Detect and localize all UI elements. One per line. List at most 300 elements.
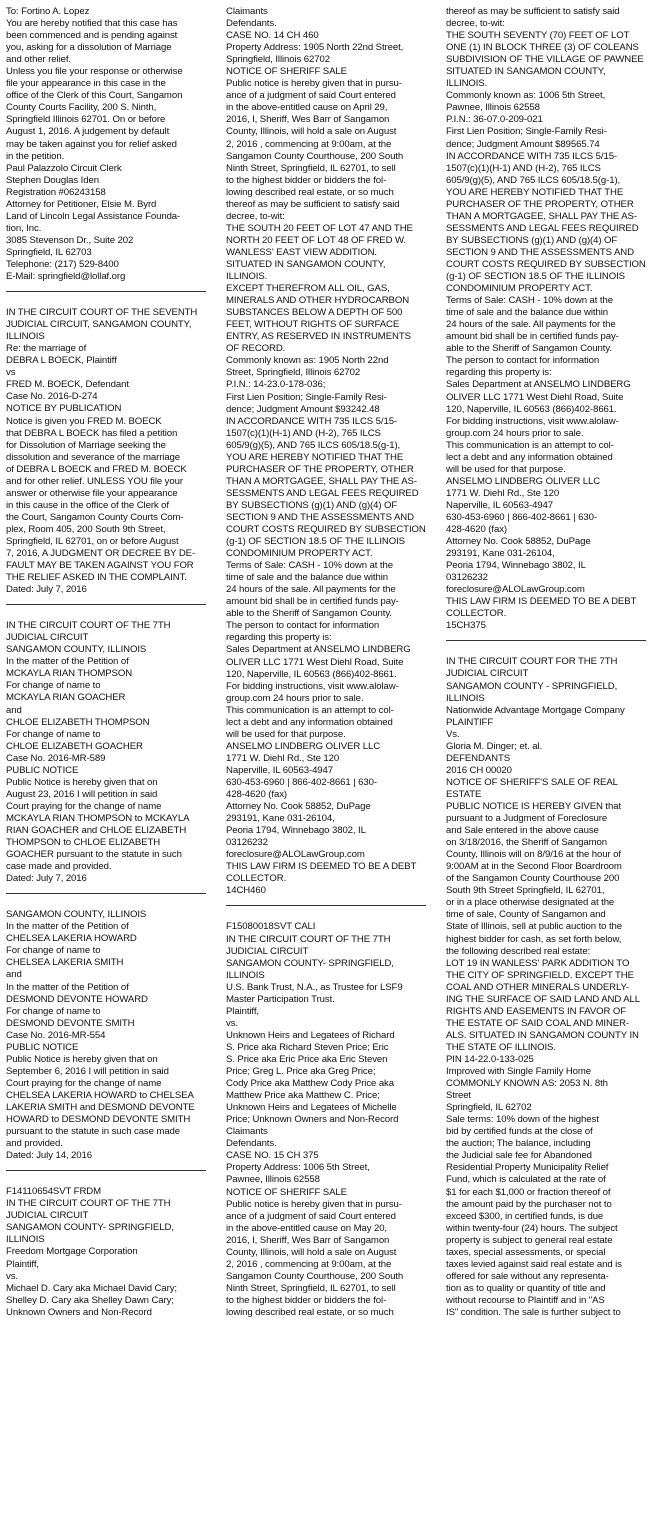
notice-line: 3085 Stevenson Dr., Suite 202 <box>6 234 134 246</box>
notice-line: South 9th Street Springfield, IL 62701, <box>446 885 605 897</box>
notice-line: CHELSEA LAKERIA HOWARD to CHELSEA <box>6 1089 194 1101</box>
notice-line: SANGAMON COUNTY, ILLINOIS <box>6 909 147 921</box>
notice-line: Unless you file your response or otherwise <box>6 66 183 78</box>
notice-line: lect a debt and any information obtained <box>226 716 393 728</box>
notice-line: Sale terms: 10% down of the highest <box>446 1114 599 1126</box>
notice-line: IS" condition. The sale is further subject to <box>446 1306 621 1318</box>
notice-line: the amount paid by the purchaser not to <box>446 1198 612 1210</box>
notice-line: DESMOND DEVONTE HOWARD <box>6 993 148 1005</box>
notice-line: of the Sangamon County Courthouse 200 <box>446 873 620 885</box>
notice-line: 605/9(g)(5), AND 765 ILCS 605/18.5(g-1), <box>446 174 621 186</box>
notice-line: amount bid shall be in certified funds pay- <box>226 596 399 608</box>
notice-line: that DEBRA L BOECK has filed a petition <box>6 427 178 439</box>
notice-line: COMMONLY KNOWN AS: 2053 N. 8th <box>446 1078 608 1090</box>
notice-line: Public Notice is hereby given that on <box>6 776 158 788</box>
notice-line: LOT 19 IN WANLESS' PARK ADDITION TO <box>446 957 630 969</box>
notice-line: plex, Room 405, 200 South 9th Street, <box>6 523 166 535</box>
notice-line: Claimants <box>226 1126 268 1138</box>
notice-line: Residential Property Municipality Relief <box>446 1162 609 1174</box>
notice-line: HOWARD to DESMOND DEVONTE SMITH <box>6 1114 191 1126</box>
notice-line: 428-4620 (fax) <box>446 524 507 536</box>
notice-line: case made and provided. <box>6 861 112 873</box>
notice-line: S. Price aka Eric Price aka Eric Steven <box>226 1053 388 1065</box>
notice-line: Master Participation Trust. <box>226 993 335 1005</box>
notice-line: ING THE SURFACE OF SAID LAND AND ALL <box>446 993 641 1005</box>
notice-line: thereof as may be sufficient to satisfy said <box>446 6 620 17</box>
notice-line: Commonly known as: 1905 North 22nd <box>226 355 389 367</box>
notice-divider <box>6 291 206 292</box>
notice-line: Nationwide Advantage Mortgage Company <box>446 704 625 716</box>
notice-line: ILLINOIS. <box>446 78 488 90</box>
notice-line: office of the Clerk of this Court, Sangamon <box>6 90 183 102</box>
notice-line: Improved with Single Family Home <box>446 1066 592 1078</box>
notice-line: Plaintiff, <box>226 1005 259 1017</box>
notice-line: Pawnee, Illinois 62558 <box>446 102 540 114</box>
notice-line: F15080018SVT CALI <box>226 921 316 933</box>
notice-line: PUBLIC NOTICE <box>6 764 79 776</box>
notice-line: Telephone: (217) 529-8400 <box>6 258 119 270</box>
notice-line: to the highest bidder or bidders the fol- <box>226 174 387 186</box>
notice-line: COLLECTOR. <box>226 873 287 885</box>
notice-line: 2016, I, Sheriff, Wes Barr of Sangamon <box>226 1234 390 1246</box>
notice-line: Vs. <box>446 728 460 740</box>
notice-line: Dated: July 14, 2016 <box>6 1150 93 1162</box>
notice-line: THAN A MORTGAGEE, SHALL PAY THE AS- <box>446 210 637 222</box>
notice-line: Michael D. Cary aka Michael David Cary; <box>6 1282 177 1294</box>
notice-line: and Sale entered in the above cause <box>446 825 599 837</box>
notice-line: Sangamon County Courthouse, 200 South <box>226 1270 404 1282</box>
notice-line: the following described real estate: <box>446 945 591 957</box>
notice-line: For change of name to <box>6 1005 101 1017</box>
notice-line: SESSMENTS AND LEGAL FEES REQUIRED <box>226 487 419 499</box>
notice-line: able to the Sheriff of Sangamon County. <box>446 343 612 355</box>
notice-divider <box>6 893 206 894</box>
notice-line: file your appearance in this case in the <box>6 78 166 90</box>
notice-line: RIGHTS AND EASEMENTS IN FAVOR OF <box>446 1005 626 1017</box>
notice-line: thereof as may be sufficient to satisfy said <box>226 198 400 210</box>
notice-line: RIAN GOACHER and CHLOE ELIZABETH <box>6 825 187 836</box>
notice-line: COURT COSTS REQUIRED BY SUBSECTION <box>446 258 646 270</box>
legal-notice <box>446 656 646 1319</box>
notice-line: SANGAMON COUNTY, ILLINOIS <box>6 644 147 656</box>
notice-line: ILLINOIS <box>6 331 45 343</box>
notice-line: NOTICE OF SHERIFF SALE <box>226 1186 347 1198</box>
notice-line: vs <box>6 367 16 379</box>
notice-line: 03126232 <box>446 572 488 584</box>
notice-line: Freedom Mortgage Corporation <box>6 1246 138 1258</box>
notice-line: OF RECORD. <box>226 343 286 355</box>
notice-line: to the highest bidder or bidders the fol- <box>226 1294 387 1306</box>
notice-line: and other relief. <box>6 54 71 66</box>
notice-line: Unknown Owners and Non-Record <box>6 1306 152 1318</box>
notice-line: ALS. SITUATED IN SANGAMON COUNTY IN <box>446 1029 639 1041</box>
notice-line: JUDICIAL CIRCUIT <box>6 1210 89 1222</box>
notice-line: WANLESS' EAST VIEW ADDITION. <box>226 246 377 258</box>
notice-line: regarding this property is: <box>226 632 332 644</box>
notice-line: FRED M. BOECK, Defendant <box>6 379 129 391</box>
notice-divider <box>6 604 206 605</box>
notice-line: Naperville, IL 60563-4947 <box>446 499 554 511</box>
notice-line: SANGAMON COUNTY - SPRINGFIELD, <box>446 680 618 692</box>
notice-line: THAN A MORTGAGEE, SHALL PAY THE AS- <box>226 475 417 487</box>
notice-line: in the above-entitled cause on April 29, <box>226 102 388 114</box>
notice-line: Peoria 1794, Winnebago 3802, IL <box>226 825 366 837</box>
notice-line: for Dissolution of Marriage seeking the <box>6 439 166 451</box>
notice-line: 24 hours of the sale. All payments for the <box>226 584 396 596</box>
notice-line: ESTATE <box>446 788 482 800</box>
notice-line: COLLECTOR. <box>446 608 507 620</box>
notice-line: 7, 2016, A JUDGMENT OR DECREE BY DE- <box>6 548 196 560</box>
notice-line: will be used for that purpose. <box>446 463 566 475</box>
notice-line: 120, Naperville, IL 60563 (866)402-8661. <box>446 403 617 415</box>
notice-line: you, asking for a dissolution of Marriage <box>6 42 172 54</box>
column-1 <box>6 6 206 1319</box>
notice-line: This communication is an attempt to col- <box>446 439 614 451</box>
notice-line: THE SOUTH SEVENTY (70) FEET OF LOT <box>446 30 630 42</box>
notice-divider <box>6 1170 206 1171</box>
notice-line: JUDICIAL CIRCUIT <box>6 632 89 644</box>
notice-divider <box>446 640 646 641</box>
notice-line: $1 for each $1,000 or fraction thereof of <box>446 1186 611 1198</box>
notice-line: NOTICE OF SHERIFF SALE <box>226 66 347 78</box>
notice-line: 14CH460 <box>226 885 266 897</box>
notice-line: Case No. 2016-D-274 <box>6 391 98 403</box>
notice-line: Attorney No. Cook 58852, DuPage <box>226 801 371 813</box>
notice-line: NOTICE BY PUBLICATION <box>6 403 122 415</box>
notice-line: BY SUBSECTIONS (g)(1) AND (g)(4) OF <box>446 234 618 246</box>
notice-line: SECTION 9 AND THE ASSESSMENTS AND <box>446 246 634 258</box>
notice-line: IN THE CIRCUIT COURT OF THE 7TH <box>6 1198 171 1210</box>
notice-line: Sangamon County Courthouse, 200 South <box>226 150 404 162</box>
notice-line: ENTRY, AS RESERVED IN INSTRUMENTS <box>226 331 411 343</box>
notice-line: and <box>6 704 22 716</box>
notice-line: Notice is given you FRED M. BOECK <box>6 415 162 427</box>
notice-line: Pawnee, Illinois 62558 <box>226 1174 320 1186</box>
notice-line: in the above-entitled cause on May 20, <box>226 1222 387 1234</box>
notice-line: Case No. 2016-MR-554 <box>6 1029 106 1041</box>
notice-line: In the matter of the Petition of <box>6 981 129 993</box>
notice-line: SITUATED IN SANGAMON COUNTY, <box>446 66 606 78</box>
notice-line: PUBLIC NOTICE <box>6 1041 79 1053</box>
notice-line: Stephen Douglas Iden <box>6 174 99 186</box>
notice-line: To: Fortino A. Lopez <box>6 6 90 17</box>
notice-line: CASE NO. 14 CH 460 <box>226 30 319 42</box>
notice-line: 293191, Kane 031-26104, <box>446 548 555 560</box>
notice-line: 120, Naperville, IL 60563 (866)402-8661. <box>226 668 397 680</box>
notice-line: 605/9(g)(5), AND 765 ILCS 605/18.5(g-1), <box>226 439 401 451</box>
legal-notice <box>446 6 646 632</box>
notice-line: SANGAMON COUNTY- SPRINGFIELD, <box>226 957 394 969</box>
notice-line: THE RELIEF ASKED IN THE COMPLAINT. <box>6 572 187 584</box>
notice-line: THE STATE OF ILLINOIS. <box>446 1041 556 1053</box>
notice-line: IN THE CIRCUIT COURT FOR THE 7TH <box>446 656 618 668</box>
notice-line: Springfield, Illinois 62702 <box>226 54 330 66</box>
notice-line: lowing described real estate, or so much <box>226 1306 394 1318</box>
notice-line: taxes levied against said real estate and is <box>446 1258 622 1270</box>
notice-line: within twenty-four (24) hours. The subject <box>446 1222 618 1234</box>
notice-line: Matthew Price aka Matthew C. Price; <box>226 1090 380 1102</box>
notice-line: been commenced and is pending against <box>6 30 178 42</box>
notice-line: 293191, Kane 031-26104, <box>226 813 335 825</box>
notice-line: foreclosure@ALOLawGroup.com <box>226 849 365 861</box>
notice-line: Peoria 1794, Winnebago 3802, IL <box>446 560 586 572</box>
notice-line: Plaintiff, <box>6 1258 39 1270</box>
notice-line: For bidding instructions, visit www.alolaw- <box>226 680 399 692</box>
notice-line: Public Notice is hereby given that on <box>6 1053 158 1065</box>
notice-line: U.S. Bank Trust, N.A., as Trustee for LSF9 <box>226 981 403 993</box>
notice-line: 630-453-6960 | 866-402-8661 | 630- <box>226 777 377 788</box>
notice-line: the Judicial sale fee for Abandoned <box>446 1150 592 1162</box>
notice-line: DEBRA L BOECK, Plaintiff <box>6 355 117 367</box>
column-3 <box>446 6 646 1319</box>
notice-line: THOMPSON to CHLOE ELIZABETH <box>6 837 161 849</box>
notice-line: YOU ARE HEREBY NOTIFIED THAT THE <box>226 451 404 463</box>
notice-line: bid by certified funds at the close of <box>446 1126 593 1138</box>
notice-line: ance of a judgment of said Court entered <box>226 1210 396 1222</box>
notice-line: First Lien Position; Single-Family Resi- <box>446 126 607 138</box>
notice-line: MCKAYLA RIAN THOMPSON to MCKAYLA <box>6 812 190 824</box>
notice-line: IN ACCORDANCE WITH 735 ILCS 5/15- <box>226 415 398 427</box>
notice-line: LAKERIA SMITH and DESMOND DEVONTE <box>6 1101 195 1113</box>
notice-line: Naperville, IL 60563-4947 <box>226 764 334 776</box>
notice-line: The person to contact for information <box>226 620 380 632</box>
notice-line: CHELSEA LAKERIA HOWARD <box>6 933 137 945</box>
notice-line: ONE (1) IN BLOCK THREE (3) OF COLEANS <box>446 42 639 54</box>
notice-line: 1507(c)(1)(H-1) AND (H-2), 765 ILCS <box>226 427 381 439</box>
notice-line: CONDOMINIUM PROPERTY ACT. <box>226 548 373 560</box>
notice-line: OLIVER LLC 1771 West Diehl Road, Suite <box>446 391 624 403</box>
notice-line: F14110654SVT FRDM <box>6 1186 101 1198</box>
notice-line: THE CITY OF SPRINGFIELD. EXCEPT THE <box>446 969 634 981</box>
notice-line: group.com 24 hours prior to sale. <box>226 692 364 704</box>
notice-line: Court praying for the change of name <box>6 1077 162 1089</box>
notice-line: COURT COSTS REQUIRED BY SUBSECTION <box>226 524 426 536</box>
notice-line: Sales Department at ANSELMO LINDBERG <box>226 644 411 656</box>
notice-line: YOU ARE HEREBY NOTIFIED THAT THE <box>446 186 624 198</box>
notice-line: offered for sale without any representa- <box>446 1270 609 1282</box>
notice-line: or in a place otherwise designated at the <box>446 897 615 909</box>
notice-line: (g-1) OF SECTION 18.5 OF THE ILLINOIS <box>226 536 405 548</box>
notice-line: Dated: July 7, 2016 <box>6 873 87 885</box>
notice-line: ILLINOIS. <box>226 271 268 283</box>
notice-line: In the matter of the Petition of <box>6 656 129 668</box>
notice-line: Street, Springfield, Illinois 62702 <box>226 367 361 379</box>
notice-line: August 23, 2016 I will petition in said <box>6 788 158 800</box>
notice-line: Sales Department at ANSELMO LINDBERG <box>446 379 631 391</box>
notice-line: vs. <box>226 1017 238 1029</box>
notice-line: Price; Greg L. Price aka Greg Price; <box>226 1066 376 1078</box>
notice-line: Ninth Street, Springfield, IL 62701, to sell <box>226 1282 396 1294</box>
notice-line: Dated: July 7, 2016 <box>6 584 87 596</box>
notice-line: Springfield Illinois 62701. On or before <box>6 114 166 126</box>
notice-line: 630-453-6960 | 866-402-8661 | 630- <box>446 511 597 523</box>
notice-line: 2016, I, Sheriff, Wes Barr of Sangamon <box>226 114 390 126</box>
notice-line: lect a debt and any information obtained <box>446 451 613 463</box>
notice-line: group.com 24 hours prior to sale. <box>446 427 584 439</box>
notice-line: Springfield, IL 62703 <box>6 246 92 258</box>
notice-line: CASE NO. 15 CH 375 <box>226 1150 319 1162</box>
notice-line: 1771 W. Diehl Rd., Ste 120 <box>446 487 560 499</box>
notice-line: NORTH 20 FEET OF LOT 48 OF FRED W. <box>226 234 406 246</box>
notice-line: Price; Unknown Owners and Non-Record <box>226 1114 399 1126</box>
notice-line: dence; Judgment Amount $93242.48 <box>226 403 380 415</box>
notice-line: ILLINOIS <box>226 969 265 981</box>
notice-line: JUDICIAL CIRCUIT, SANGAMON COUNTY, <box>6 319 192 331</box>
notice-line: Unknown Heirs and Legatees of Michelle <box>226 1102 397 1114</box>
notice-line: ANSELMO LINDBERG OLIVER LLC <box>226 740 381 752</box>
notice-line: foreclosure@ALOLawGroup.com <box>446 584 585 596</box>
notice-line: COAL AND OTHER MINERALS UNDERLY- <box>446 981 630 993</box>
legal-notice <box>6 1186 206 1319</box>
notice-line: September 6, 2016 I will petition in said <box>6 1065 169 1077</box>
notice-line: P.I.N.: 36-07.0-209-021 <box>446 114 543 126</box>
notice-line: Attorney No. Cook 58852, DuPage <box>446 536 591 548</box>
notice-line: IN THE CIRCUIT COURT OF THE 7TH <box>6 620 171 632</box>
notice-line: In the matter of the Petition of <box>6 921 129 933</box>
notice-line: 428-4620 (fax) <box>226 789 287 801</box>
notice-line: Defendants. <box>226 1138 277 1150</box>
notice-line: SITUATED IN SANGAMON COUNTY, <box>226 258 386 270</box>
notice-line: without recourse to Plaintiff and in "AS <box>446 1294 605 1306</box>
notice-line: ANSELMO LINDBERG OLIVER LLC <box>446 475 601 487</box>
notice-line: PURCHASER OF THE PROPERTY, OTHER <box>446 198 634 210</box>
notice-line: Registration #06243158 <box>6 186 106 198</box>
notice-line: able to the Sheriff of Sangamon County. <box>226 608 392 620</box>
notice-line: The person to contact for information <box>446 355 600 367</box>
notice-line: 2016 CH 00020 <box>446 764 512 776</box>
notice-line: Court praying for the change of name <box>6 800 162 812</box>
notice-line: THE ESTATE OF SAID COAL AND MINER- <box>446 1017 629 1029</box>
notice-line: and provided. <box>6 1138 63 1150</box>
notice-line: Gloria M. Dinger; et. al. <box>446 740 543 752</box>
notice-line: ance of a judgment of said Court entered <box>226 90 396 102</box>
notice-line: Shelley D. Cary aka Shelley Dawn Cary; <box>6 1294 174 1306</box>
notice-line: 15CH375 <box>446 620 486 632</box>
notice-line: SANGAMON COUNTY- SPRINGFIELD, <box>6 1222 174 1234</box>
notice-line: CHELSEA LAKERIA SMITH <box>6 957 124 969</box>
legal-notice <box>226 921 426 1319</box>
notice-line: County, Illinois, will hold a sale on August <box>226 126 397 138</box>
notice-line: EXCEPT THEREFROM ALL OIL, GAS, <box>226 283 390 295</box>
notice-line: the Court, Sangamon County Courts Com- <box>6 511 184 523</box>
notice-line: 24 hours of the sale. All payments for the <box>446 319 616 331</box>
notice-line: pursuant to the statute in such case made <box>6 1126 181 1138</box>
notice-line: FAULT MAY BE TAKEN AGAINST YOU FOR <box>6 560 194 572</box>
notice-line: tion as to quality or quantity of title and <box>446 1282 606 1294</box>
notice-line: will be used for that purpose. <box>226 728 346 740</box>
notice-line: ILLINOIS <box>446 692 485 704</box>
notice-line: regarding this property is: <box>446 367 552 379</box>
notice-line: Commonly known as: 1006 5th Street, <box>446 90 606 102</box>
notice-line: Property Address: 1006 5th Street, <box>226 1162 370 1174</box>
notice-line: For change of name to <box>6 680 101 692</box>
notice-line: Re: the marriage of <box>6 343 87 355</box>
notice-line: PUBLIC NOTICE IS HEREBY GIVEN that <box>446 801 622 812</box>
notice-line: pursuant to a Judgment of Foreclosure <box>446 813 608 825</box>
notice-line: DEFENDANTS <box>446 752 511 764</box>
notice-line: the auction; The balance, including <box>446 1138 591 1150</box>
notice-line: County Courts Facility, 200 S. Ninth, <box>6 102 157 114</box>
notice-line: in the petition. <box>6 150 65 162</box>
notice-line: Property Address: 1905 North 22nd Street, <box>226 42 404 54</box>
notice-line: decree, to-wit: <box>226 210 285 222</box>
notice-line: Fund, which is calculated at the rate of <box>446 1174 606 1186</box>
notice-line: For change of name to <box>6 728 101 740</box>
notice-line: highest bidder for cash, as set forth below, <box>446 933 622 945</box>
notice-line: GOACHER pursuant to the statute in such <box>6 849 182 861</box>
notice-line: dissolution and severance of the marriage <box>6 451 181 463</box>
notice-line: may be taken against you for relief asked <box>6 138 177 150</box>
notice-line: Paul Palazzolo Circuit Clerk <box>6 162 122 174</box>
notice-line: Claimants <box>226 6 268 17</box>
notice-line: SUBSTANCES BELOW A DEPTH OF 500 <box>226 307 403 319</box>
notice-line: Springfield, IL 62701, on or before August <box>6 535 179 547</box>
notice-line: MINERALS AND OTHER HYDROCARBON <box>226 295 410 307</box>
notice-line: CONDOMINIUM PROPERTY ACT. <box>446 283 593 295</box>
notice-line: 1771 W. Diehl Rd., Ste 120 <box>226 752 340 764</box>
notice-line: on 3/18/2016, the Sheriff of Sangamon <box>446 837 607 849</box>
notice-line: State of Illinois, sell at public auction to the <box>446 921 622 933</box>
legal-notice <box>6 307 206 596</box>
notice-line: in this cause in the office of the Clerk of <box>6 499 169 511</box>
notice-line: This communication is an attempt to col- <box>226 704 394 716</box>
notice-line: MCKAYLA RIAN THOMPSON <box>6 668 133 680</box>
notice-line: Ninth Street, Springfield, IL 62701, to sell <box>226 162 396 174</box>
notice-line: Unknown Heirs and Legatees of Richard <box>226 1029 395 1041</box>
notice-line: For change of name to <box>6 945 101 957</box>
notice-line: THE SOUTH 20 FEET OF LOT 47 AND THE <box>226 222 413 234</box>
notice-line: amount bid shall be in certified funds pay- <box>446 331 619 343</box>
notice-line: First Lien Position; Single-Family Resi- <box>226 391 387 403</box>
notice-line: time of sale and the balance due within <box>446 307 608 319</box>
notice-line: Terms of Sale: CASH - 10% down at the <box>446 295 613 307</box>
notice-line: IN ACCORDANCE WITH 735 ILCS 5/15- <box>446 150 618 162</box>
notice-line: and <box>6 969 22 981</box>
notice-line: THIS LAW FIRM IS DEEMED TO BE A DEBT <box>446 596 637 608</box>
notice-line: BY SUBSECTIONS (g)(1) AND (g)(4) OF <box>226 499 398 511</box>
notice-line: tion, Inc. <box>6 222 42 234</box>
notice-line: time of sale, County of Sangamon and <box>446 909 606 921</box>
notice-line: Case No. 2016-MR-589 <box>6 752 106 764</box>
notice-line: vs. <box>6 1270 18 1282</box>
notice-line: SECTION 9 AND THE ASSESSMENTS AND <box>226 511 414 523</box>
notice-line: MCKAYLA RIAN GOACHER <box>6 692 126 704</box>
notice-line: JUDICIAL CIRCUIT <box>226 945 309 957</box>
notice-line: exceed $300, in certified funds, is due <box>446 1210 604 1222</box>
notice-line: Land of Lincoln Legal Assistance Founda- <box>6 210 181 222</box>
notice-line: IN THE CIRCUIT COURT OF THE 7TH <box>226 933 391 945</box>
notice-line: CHLOE ELIZABETH GOACHER <box>6 740 143 752</box>
notice-line: 2, 2016 , commencing at 9:00am, at the <box>226 138 392 150</box>
notice-line: PURCHASER OF THE PROPERTY, OTHER <box>226 463 414 475</box>
notice-line: August 1, 2016. A judgement by default <box>6 126 170 138</box>
notice-line: Terms of Sale: CASH - 10% down at the <box>226 560 393 572</box>
legal-notice <box>226 6 426 897</box>
legal-notice <box>6 620 206 885</box>
notice-line: lowing described real estate, or so much <box>226 186 394 198</box>
notice-line: SUBDIVISION OF THE VILLAGE OF PAWNEE <box>446 54 644 66</box>
notice-line: Street <box>446 1090 471 1102</box>
notice-line: Springfield, IL 62702 <box>446 1102 532 1114</box>
notice-line: 03126232 <box>226 837 268 849</box>
notice-line: County, Illinois will on 8/9/16 at the hour of <box>446 849 621 861</box>
notice-line: Attorney for Petitioner, Elsie M. Byrd <box>6 198 157 210</box>
notice-line: THIS LAW FIRM IS DEEMED TO BE A DEBT <box>226 861 417 873</box>
notice-line: of DEBRA L BOECK and FRED M. BOECK <box>6 463 187 475</box>
notice-line: and for other relief. UNLESS YOU file your <box>6 475 183 487</box>
legal-notice <box>6 6 206 283</box>
notice-line: ILLINOIS <box>6 1234 45 1246</box>
